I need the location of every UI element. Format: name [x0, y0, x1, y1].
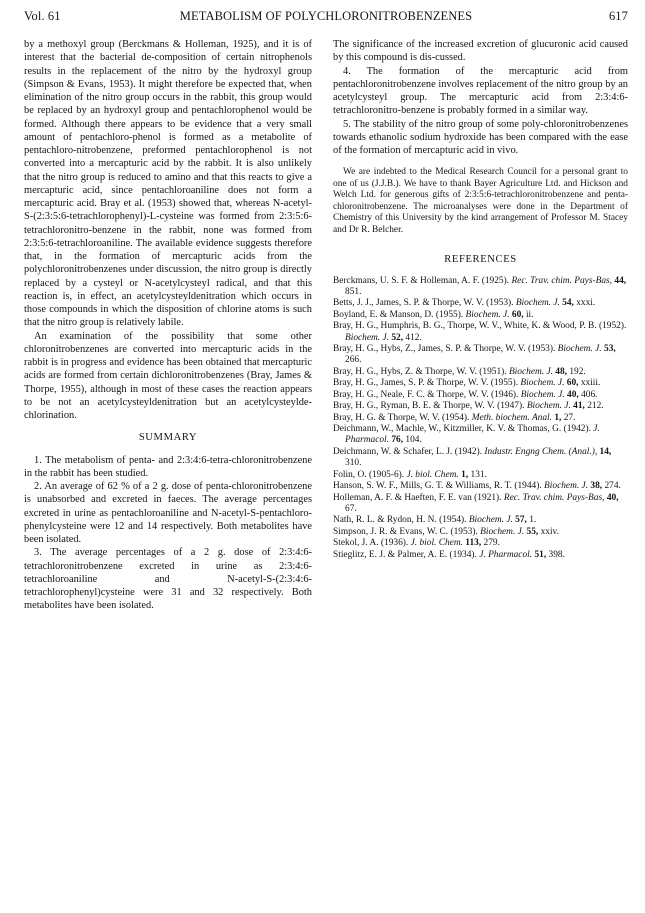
- reference-authors: Hanson, S. W. F., Mills, G. T. & Williams, R. T. (1944).: [333, 481, 542, 492]
- reference-volume: 53,: [604, 344, 616, 355]
- acknowledgements: We are indebted to the Medical Research Council for a personal grant to one of us (J.J.B.). We have to thank Bayer Agriculture Ltd. and Hickson and Welch Ltd. for generous gifts of 2:3:5:6-tetrachloronitrobenzene and penta-chloronitrobenzene. The microanalyses were done in the Department of Chemistry of this University by the kind arrangement of Professor M. Stacey and Dr R. Belcher.: [333, 167, 628, 235]
- reference-pages: 398.: [548, 549, 565, 560]
- reference-entry: [333, 470, 628, 481]
- reference-pages: 67.: [345, 503, 357, 514]
- reference-entry: [333, 401, 628, 412]
- reference-entry: [333, 298, 628, 309]
- reference-source: Rec. Trav. chim. Pays-Bas,: [511, 275, 613, 286]
- reference-pages: 279.: [483, 538, 500, 549]
- reference-source: J. biol. Chem.: [410, 538, 463, 549]
- reference-entry: [333, 276, 628, 298]
- reference-source: Biochem. J.: [520, 378, 565, 389]
- reference-entry: [333, 367, 628, 378]
- reference-volume: 14,: [599, 446, 612, 457]
- reference-authors: Folin, O. (1905-6).: [333, 469, 405, 480]
- right-column: [333, 38, 628, 561]
- reference-volume: 60,: [566, 378, 579, 389]
- reference-entry: [333, 413, 628, 424]
- reference-pages: 310.: [345, 458, 362, 469]
- reference-entry: [333, 515, 628, 526]
- reference-volume: 41,: [573, 401, 585, 412]
- summary-item: 1. The metabolism of penta- and 2:3:4:6-tetra-chloronitrobenzene in the rabbit has been studied.: [24, 454, 312, 479]
- reference-source: J. Pharmacol.: [345, 424, 600, 446]
- summary-item: 4. The formation of the mercapturic acid from pentachloronitrobenzene involves replacement of the nitro group by an acetylcysteyl group. The mercapturic acid from 2:3:4:6-tetrachloronitro-benzene is probably formed in a similar way.: [333, 65, 628, 117]
- running-title: METABOLISM OF POLYCHLORONITROBENZENES: [179, 9, 473, 23]
- reference-pages: 212.: [587, 401, 604, 412]
- reference-authors: Bray, H. G., Ryman, B. E. & Thorpe, W. V. (1947).: [333, 401, 525, 412]
- discussion-paragraph: An examination of the possibility that some other chloronitrobenzenes are converted into mercapturic acids in the rabbit is in progress and evidence has been obtained that mercapturic acids are formed from certain dichloronitrobenzenes (Bray, James & Thorpe, 1955), although in most of these cases the reaction appears to be not an acetylcysteyldenitration but an acetylcysteylde-chlorination.: [24, 330, 312, 421]
- reference-volume: 1,: [461, 469, 469, 480]
- discussion-paragraph: by a methoxyl group (Berckmans & Holleman, 1925), and it is of interest that the bacterial de-composition of certain nitrophenols results in the replacement of the nitro by the hydroxyl group (Simpson & Evans, 1953). It might therefore be expected that, when elimination of the nitro group occurs in the rabbit, this group would be replaced by an hydroxyl group and pentachlorophenol would be formed. Although there appears to be evidence that a very small amount of pentachloro-phenol is formed as a metabolite of pentachloro-nitrobenzene, preformed pentachlorophenol is not converted into a mercapturic acid by the rabbit. It is also unlikely that the nitro group is reduced to amino and that this reacts to give a mercapturic acid, since pentachloroaniline does not form a mercapturic acid. Bray et al. (1953) showed that, whereas N-acetyl-S-(2:3:5:6-tetrachlorophenyl)-L-cysteine was formed from 2:3:5:6-tetrachloronitro-benzene in the rabbit, none was formed from 2:3:5:6-tetrachloroaniline. The available evidence suggests therefore that, in the formation of mercapturic acids from the polychloronitrobenzenes under discussion, the nitro group is directly replaced by a cysteyl or N-acetylcysteyl radical, and that this reaction is, in effect, an acetylcysteyldenitration which occurs in those compounds in which the disposition of chlorine atoms is such that the nitro group is relatively labile.: [24, 39, 312, 329]
- reference-authors: Berckmans, U. S. F. & Holleman, A. F. (1925).: [333, 275, 510, 286]
- reference-volume: 51,: [534, 549, 547, 560]
- reference-entry: [333, 424, 628, 446]
- reference-source: Biochem. J.: [465, 309, 510, 320]
- reference-pages: 266.: [345, 355, 362, 366]
- reference-volume: 44,: [614, 275, 627, 286]
- reference-volume: 1,: [554, 412, 562, 423]
- summary-item: 2. An average of 62 % of a 2 g. dose of penta-chloronitrobenzene is unabsorbed and excreted in faeces. The average percentages excreted in urine as pentachloroaniline and N-acetyl-S-pentachloro-phenylcysteine were 12 and 14 respectively. Both metabolites have been isolated.: [24, 481, 312, 545]
- reference-volume: 54,: [562, 298, 574, 309]
- reference-list: [333, 276, 628, 561]
- reference-volume: 38,: [590, 481, 603, 492]
- reference-volume: 40,: [606, 492, 619, 503]
- reference-source: Biochem. J.: [544, 481, 589, 492]
- reference-pages: xxiii.: [580, 378, 601, 389]
- reference-authors: Stekol, J. A. (1936).: [333, 538, 409, 549]
- reference-entry: [333, 344, 628, 366]
- reference-source: Biochem. J.: [508, 366, 553, 377]
- reference-volume: 76,: [391, 435, 404, 446]
- reference-entry: [333, 378, 628, 389]
- reference-authors: Stieglitz, E. J. & Palmer, A. E. (1934).: [333, 549, 477, 560]
- reference-entry: [333, 310, 628, 321]
- reference-pages: 27.: [563, 412, 576, 423]
- references-heading: REFERENCES: [444, 253, 517, 265]
- reference-pages: ii.: [525, 309, 534, 320]
- reference-source: Biochem. J.: [480, 526, 525, 537]
- reference-authors: Bray, H. G., Humphris, B. G., Thorpe, W. V., White, K. & Wood, P. B. (1952).: [333, 321, 627, 332]
- reference-entry: [333, 538, 628, 549]
- reference-entry: [333, 527, 628, 538]
- reference-volume: 113,: [465, 538, 482, 549]
- reference-pages: xxiv.: [540, 526, 559, 537]
- summary-item: 5. The stability of the nitro group of some poly-chloronitrobenzenes towards ethanolic sodium hydroxide has been compared with the ease of the formation of mercapturic acid in vivo.: [333, 118, 628, 156]
- reference-pages: xxxi.: [576, 298, 596, 309]
- reference-pages: 131.: [470, 469, 487, 480]
- reference-authors: Deichmann, W. & Schafer, L. J. (1942).: [333, 446, 483, 457]
- reference-source: Meth. biochem. Anal.: [471, 412, 552, 423]
- reference-authors: Betts, J. J., James, S. P. & Thorpe, W. V. (1953).: [333, 298, 514, 309]
- reference-pages: 1.: [529, 515, 537, 526]
- reference-entry: [333, 493, 628, 515]
- summary-heading: SUMMARY: [138, 432, 198, 444]
- reference-authors: Holleman, A. F. & Haeften, F. E. van (1921).: [333, 492, 502, 503]
- reference-source: Biochem. J.: [526, 401, 571, 412]
- reference-authors: Simpson, J. R. & Evans, W. C. (1953).: [333, 526, 478, 537]
- reference-pages: 104.: [405, 435, 422, 446]
- volume-number: Vol. 61: [24, 9, 61, 23]
- reference-authors: Bray, H. G., Neale, F. C. & Thorpe, W. V. (1946).: [333, 389, 519, 400]
- reference-authors: Bray, H. G., Hybs, Z., James, S. P. & Thorpe, W. V. (1953).: [333, 344, 556, 355]
- summary-item: 3. The average percentages of a 2 g. dose of 2:3:4:6-tetrachloronitrobenzene excreted in urine as 2:3:4:6-tetrachloroaniline and N-acetyl-S-(2:3:4:6-tetrachlorophenyl)cysteine were 31 and 32 respectively. Both metabolites have been isolated.: [24, 547, 312, 612]
- reference-authors: Boyland, E. & Manson, D. (1955).: [333, 309, 464, 320]
- reference-pages: 192.: [569, 366, 586, 377]
- running-header: [24, 9, 628, 25]
- reference-source: Biochem. J.: [515, 298, 560, 309]
- reference-authors: Deichmann, W., Machle, W., Kitzmiller, K. V. & Thomas, G. (1942).: [333, 424, 591, 435]
- left-column: [24, 38, 312, 613]
- reference-pages: 274.: [604, 481, 621, 492]
- reference-source: J. biol. Chem.: [406, 469, 459, 480]
- reference-source: J. Pharmacol.: [479, 549, 533, 560]
- reference-source: Industr. Engng Chem. (Anal.),: [484, 446, 598, 457]
- reference-pages: 406.: [581, 389, 598, 400]
- reference-pages: 412.: [405, 332, 422, 343]
- reference-volume: 52,: [391, 332, 404, 343]
- reference-entry: [333, 447, 628, 469]
- reference-volume: 48,: [555, 366, 568, 377]
- page-number: 617: [608, 9, 628, 23]
- reference-source: Biochem. J.: [557, 344, 602, 355]
- reference-volume: 40,: [567, 389, 579, 400]
- reference-entry: [333, 481, 628, 492]
- reference-source: Biochem. J.: [520, 389, 565, 400]
- reference-volume: 60,: [511, 309, 524, 320]
- reference-entry: [333, 321, 628, 343]
- reference-entry: [333, 390, 628, 401]
- reference-authors: Bray, H. G., James, S. P. & Thorpe, W. V. (1955).: [333, 378, 519, 389]
- summary-item: The significance of the increased excretion of glucuronic acid caused by this compound is dis-cussed.: [333, 39, 628, 64]
- reference-source: Rec. Trav. chim. Pays-Bas,: [503, 492, 605, 503]
- reference-pages: 851.: [345, 286, 362, 297]
- reference-source: Biochem. J.: [345, 332, 389, 343]
- reference-source: Biochem. J.: [468, 515, 513, 526]
- reference-authors: Bray, H. G., Hybs, Z. & Thorpe, W. V. (1951).: [333, 366, 507, 377]
- reference-entry: [333, 550, 628, 561]
- reference-volume: 55,: [526, 526, 539, 537]
- reference-authors: Nath, R. L. & Rydon, H. N. (1954).: [333, 515, 467, 526]
- reference-authors: Bray, H. G. & Thorpe, W. V. (1954).: [333, 412, 470, 423]
- reference-volume: 57,: [515, 515, 527, 526]
